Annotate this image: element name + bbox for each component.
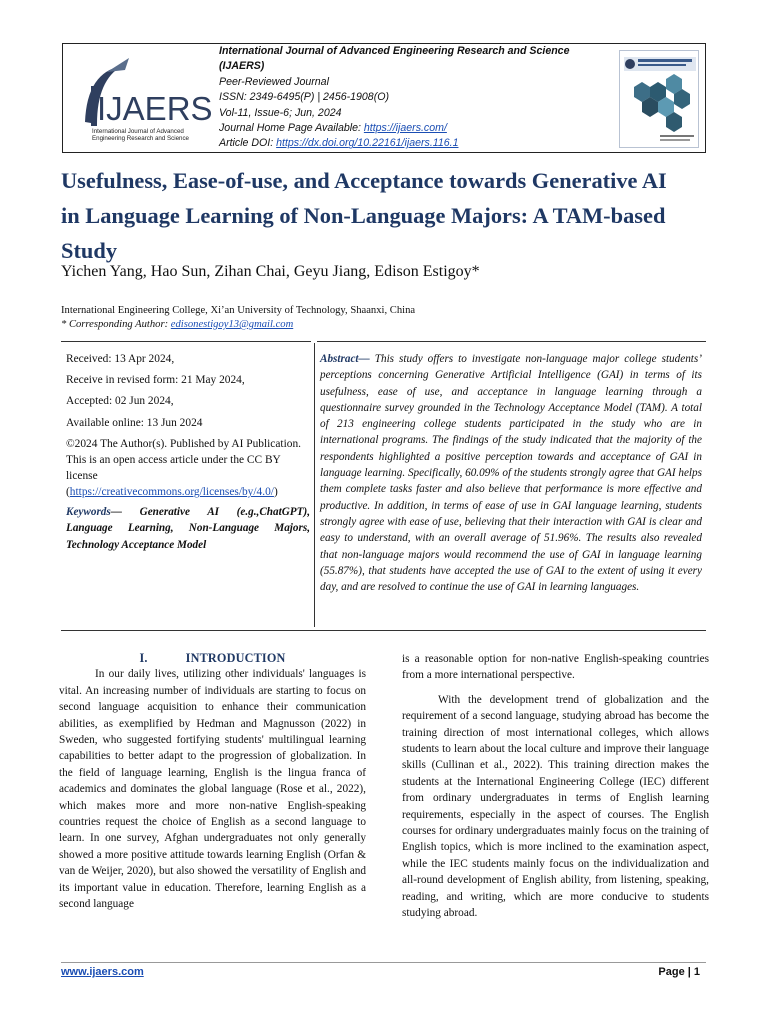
license-text: ©2024 The Author(s). Published by AI Publication. This is an open access article under the CC BY license	[66, 437, 301, 483]
affiliation: International Engineering College, Xi’an University of Technology, Shaanxi, China	[61, 305, 416, 316]
article-title: Usefulness, Ease-of-use, and Acceptance towards Generative AI in Language Learning of Non-Language Majors: A TAM-based Study	[61, 168, 667, 263]
body-column-left	[59, 650, 366, 913]
homepage-link[interactable]: https://ijaers.com/	[363, 122, 447, 135]
column-divider	[314, 343, 315, 627]
corresponding-email[interactable]: edisonestigoy13@gmail.com	[170, 319, 294, 330]
online-date: Available online: 13 Jun 2024	[66, 416, 203, 429]
doi-label: Article DOI:	[219, 137, 277, 150]
keywords-text: Generative AI (e.g.,ChatGPT), Language Learning, Non-Language Majors, Technology Acceptance Model	[66, 506, 311, 551]
section-number: I.	[139, 651, 148, 665]
journal-name: International Journal of Advanced Engineering Research and Science	[219, 45, 570, 57]
paragraph: is a reasonable option for non-native English-speaking countries from a more international perspective.	[402, 653, 709, 682]
license-close: )	[273, 486, 278, 499]
homepage-line	[219, 121, 609, 136]
received-date: Received: 13 Apr 2024,	[66, 353, 175, 365]
logo-text: IJAERS	[97, 90, 213, 127]
divider	[61, 341, 311, 342]
divider	[61, 630, 706, 631]
doi-link[interactable]: https://dx.doi.org/10.22161/ijaers.116.1	[276, 137, 459, 150]
keywords-dash: —	[110, 506, 140, 518]
license-open: (	[66, 486, 70, 499]
journal-header	[62, 43, 706, 153]
abstract-text: This study offers to investigate non-language major college students’ perceptions concerning Generative Artificial Intelligence (GAI) in terms of its usefulness, ease of use, and acceptance in language learning through a questionnaire survey grounded in the Technology Acceptance Model (TAM). A total of 213 engineering college students participated in the study who are in international programs. The findings of the study indicated that the majority of the respondents highlighted a positive perception towards and acceptance of GAI in language learning. Specifically, 60.09% of the students strongly agree that GAI helps them complete tasks faster and also believe that performance is more effective and productive. In addition, in terms of ease of use in GAI language learning, students strongly agree with ease of use, believing that their interaction with GAI is clear and easy to understand, with an overall average of 51.96%. The results also revealed that non-language majors would recommend the use of GAI in language learning (55.87%), that students have accepted the use of GAI to the extent of using it every day, and are resolved to continue the use of GAI in learning languages.	[320, 353, 702, 594]
journal-logo	[67, 52, 217, 148]
page-number: Page | 1	[658, 966, 700, 978]
corresponding-label: * Corresponding Author:	[61, 319, 171, 330]
logo-subtitle: International Journal of Advanced Engineering Research and Science	[92, 128, 189, 142]
divider	[317, 341, 706, 342]
body-column-right	[402, 651, 709, 922]
keywords	[66, 504, 310, 553]
homepage-label: Journal Home Page Available:	[219, 122, 364, 135]
authors: Yichen Yang, Hao Sun, Zihan Chai, Geyu Jiang, Edison Estigoy*	[61, 263, 480, 280]
abstract	[320, 351, 702, 595]
license-link[interactable]: https://creativecommons.org/licenses/by/4.0/	[69, 486, 274, 499]
revised-date: Receive in revised form: 21 May 2024,	[66, 374, 245, 387]
footer-link[interactable]: www.ijaers.com	[61, 966, 144, 978]
corresponding-author	[61, 319, 293, 330]
article-dates	[66, 351, 310, 501]
keywords-label: Keywords	[66, 506, 111, 518]
paragraph: With the development trend of globalization and the requirement of a second language, studying abroad has become the training direction of most international colleges, which allows students to learn about the local culture and improve their language skills (Cullinan et al., 2022). This training direction makes the students at the International Engineering College (IEC) different from ordinary undergraduates in terms of English learning requirements, especially in the aspect of courses. The English courses for ordinary undergraduates mainly focus on the training of English topics, which is more inclined to the examination aspect, while the IEC students mainly focus on the individualization and all-round development of English ability, from listening, speaking, reading, and writing, which are more conducive to students studying abroad.	[402, 693, 709, 920]
section-title: INTRODUCTION	[185, 651, 286, 665]
issn: ISSN: 2349-6495(P) | 2456-1908(O)	[219, 91, 389, 104]
doi-line	[219, 136, 609, 151]
volume: Vol-11, Issue-6; Jun, 2024	[219, 106, 342, 119]
footer-divider	[61, 962, 706, 963]
license-statement	[66, 436, 310, 501]
journal-abbr: (IJAERS)	[219, 60, 265, 73]
accepted-date: Accepted: 02 Jun 2024,	[66, 395, 174, 408]
paragraph: In our daily lives, utilizing other individuals' languages is vital. An increasing number of individuals are starting to focus on second language acquisition to enhance their communication abilities, as exemplified by Hedman and Magnusson (2022) in Sweden, who suggested fortifying students' multilingual learning capabilities to better adapt to the progression of globalization. In the field of language learning, English is the lingua franca of academics and dominates the global language (Rose et al., 2022), which makes more and more non-native English-speaking countries request the choice of English as a second language to learn. In one survey, Afghan undergraduates not only generally showed a more positive attitude towards learning English (Orfan & van de Weijer, 2020), but also showed the versatility of English and its important value in education. Therefore, learning English as a second language	[59, 668, 366, 911]
section-heading	[59, 650, 366, 666]
abstract-label: Abstract	[320, 353, 359, 365]
cover-icon	[620, 51, 699, 148]
journal-info	[219, 44, 609, 152]
peer-reviewed: Peer-Reviewed Journal	[219, 75, 329, 88]
abstract-dash: —	[358, 353, 375, 365]
journal-cover-image	[619, 50, 699, 148]
